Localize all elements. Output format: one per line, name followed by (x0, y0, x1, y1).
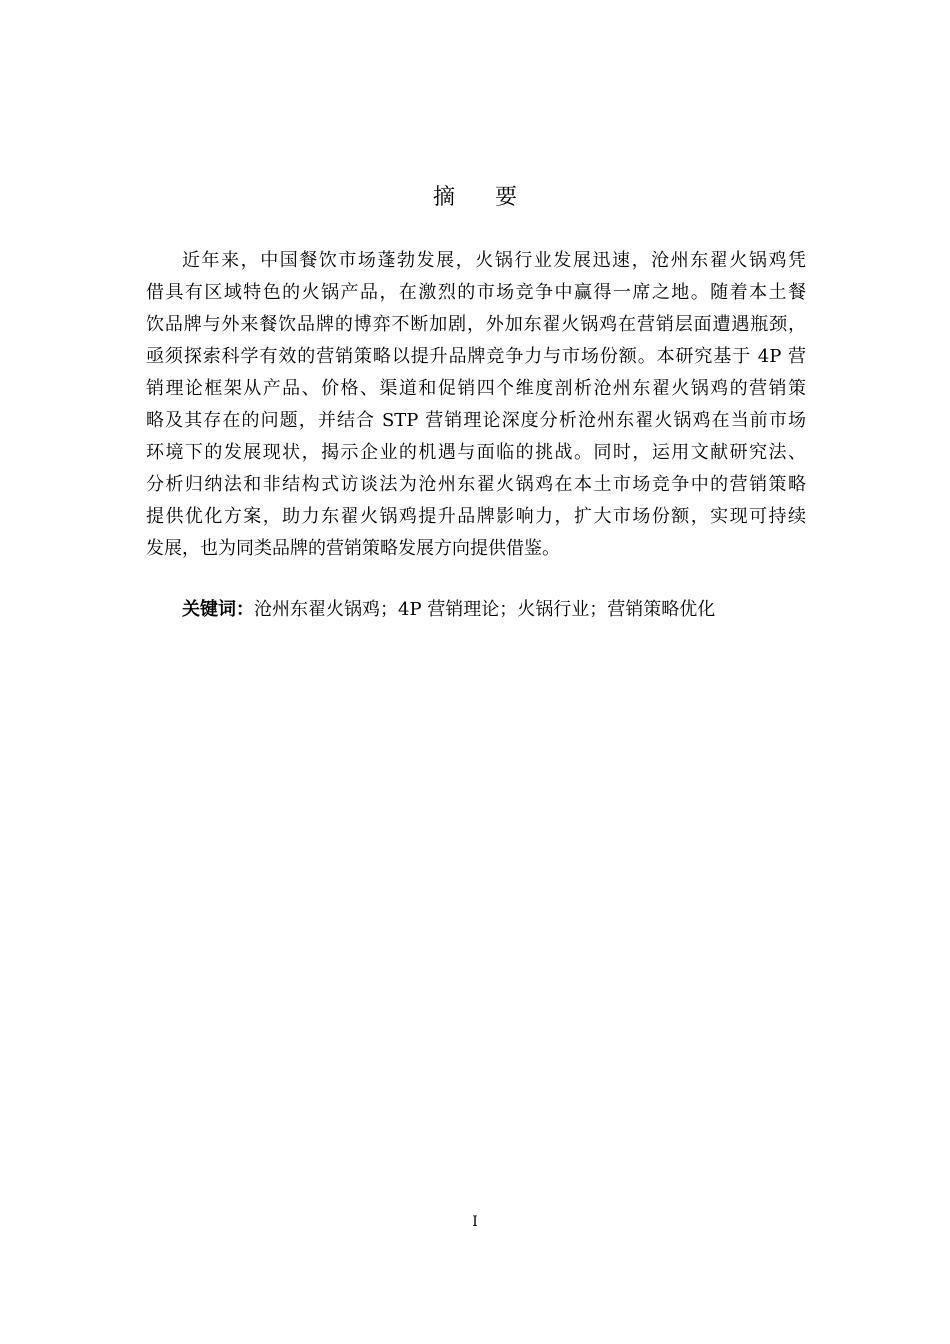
keywords-label: 关键词： (182, 599, 254, 620)
abstract-line: 提供优化方案，助力东翟火锅鸡提升品牌影响力，扩大市场份额，实现可持续 (146, 506, 806, 527)
keywords-line (182, 595, 715, 625)
abstract-line: 略及其存在的问题，并结合 STP 营销理论深度分析沧州东翟火锅鸡在当前市场 (146, 410, 806, 431)
abstract-paragraph (146, 245, 806, 565)
abstract-line: 借具有区域特色的火锅产品，在激烈的市场竞争中赢得一席之地。随着本土餐 (146, 282, 806, 303)
abstract-line: 亟须探索科学有效的营销策略以提升品牌竞争力与市场份额。本研究基于 4P 营 (146, 346, 806, 367)
keywords-text: 沧州东翟火锅鸡；4P 营销理论；火锅行业；营销策略优化 (254, 599, 716, 620)
page-title (0, 183, 950, 213)
abstract-line: 近年来，中国餐饮市场蓬勃发展，火锅行业发展迅速，沧州东翟火锅鸡凭 (182, 250, 806, 271)
abstract-line: 饮品牌与外来餐饮品牌的博弈不断加剧，外加东翟火锅鸡在营销层面遭遇瓶颈， (146, 314, 806, 335)
title-char-1: 摘 (432, 185, 455, 210)
page-number: I (472, 1214, 478, 1230)
abstract-line: 环境下的发展现状，揭示企业的机遇与面临的挑战。同时，运用文献研究法、 (146, 442, 806, 463)
abstract-line: 销理论框架从产品、价格、渠道和促销四个维度剖析沧州东翟火锅鸡的营销策 (146, 378, 806, 399)
abstract-line: 发展，也为同类品牌的营销策略发展方向提供借鉴。 (146, 538, 560, 559)
title-char-2: 要 (495, 185, 518, 210)
abstract-line: 分析归纳法和非结构式访谈法为沧州东翟火锅鸡在本土市场竞争中的营销策略 (146, 474, 806, 495)
